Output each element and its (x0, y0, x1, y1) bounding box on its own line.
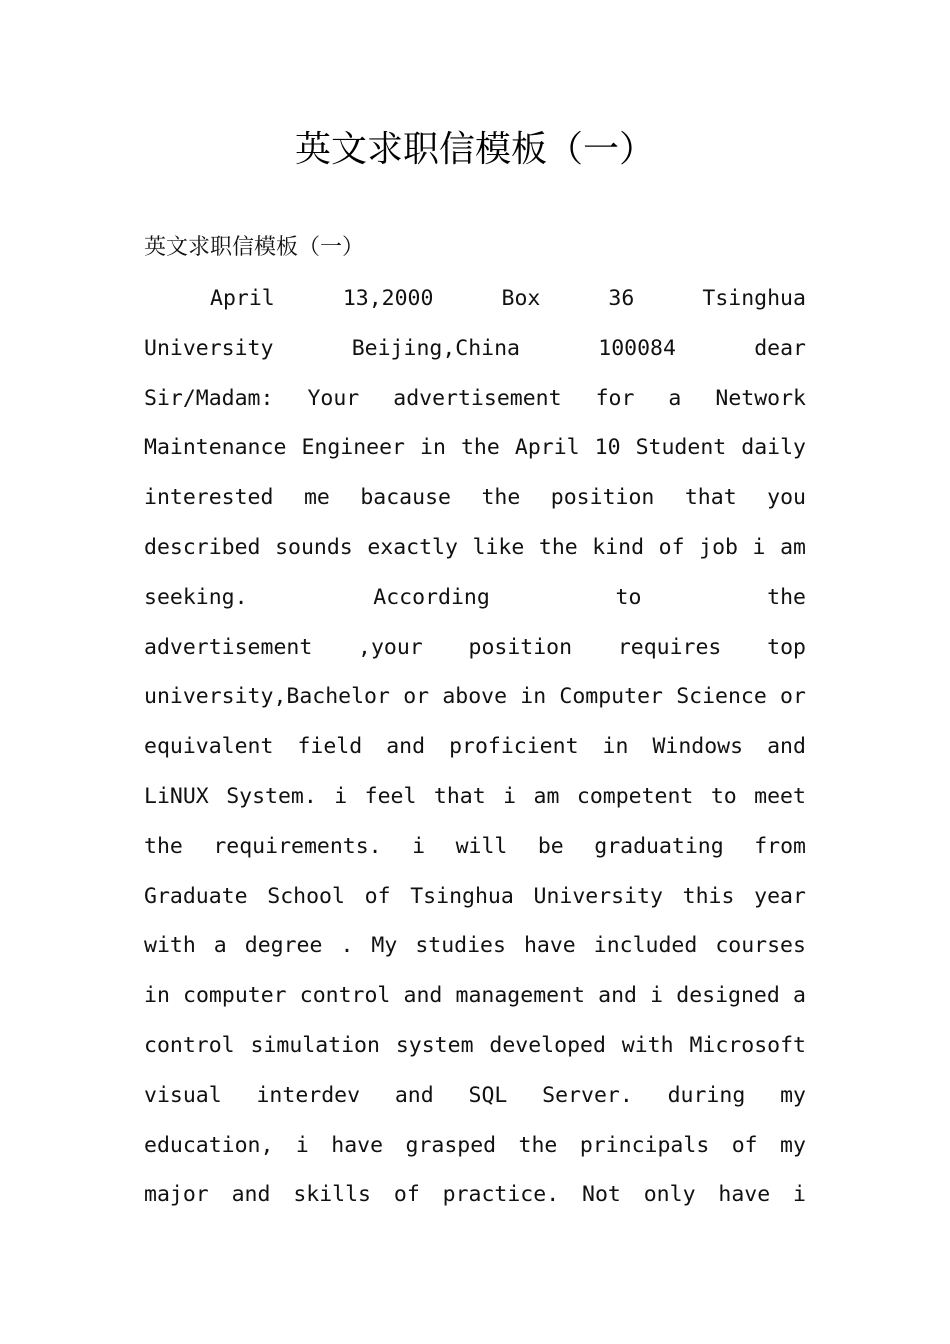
body-word: with (621, 1032, 674, 1058)
body-word: Your (307, 385, 360, 411)
body-word: Windows (652, 734, 744, 760)
body-word: position (468, 634, 573, 660)
body-word: to (710, 783, 737, 809)
body-line (144, 579, 806, 629)
body-line (144, 878, 806, 928)
body-word: advertisement (393, 385, 562, 411)
body-word: Box (501, 286, 541, 311)
body-word: Not (582, 1182, 621, 1208)
body-word: requirements. (213, 833, 382, 859)
document-title: 英文求职信模板（一） (294, 129, 655, 170)
body-word: 10 (594, 435, 621, 461)
body-word: Graduate (144, 883, 248, 909)
body-word: education, (144, 1132, 274, 1158)
body-word: from (754, 833, 806, 859)
body-word: bacause (360, 485, 451, 511)
body-word: that (684, 485, 737, 511)
body-word: in (520, 684, 547, 710)
body-word: 13,2000 (342, 286, 434, 311)
body-word: seeking. (144, 584, 248, 610)
body-word: and (386, 734, 426, 760)
body-word: a (213, 933, 227, 959)
body-word: Server. (542, 1082, 633, 1108)
body-word: me (303, 485, 330, 511)
body-word: studies (415, 933, 506, 959)
body-word: LiNUX (144, 783, 209, 809)
body-line (144, 728, 806, 778)
body-word: SQL (468, 1082, 508, 1108)
body-word: April (514, 435, 580, 461)
body-word: Student (635, 435, 727, 461)
body-word: my (780, 1132, 806, 1158)
body-word: you (767, 485, 806, 511)
body-word: requires (617, 634, 722, 660)
body-word: dear (754, 335, 806, 361)
body-word: Maintenance (144, 435, 287, 461)
body-line (144, 479, 806, 529)
body-word: this (682, 883, 735, 909)
body-word: i (295, 1132, 309, 1158)
body-word: feel (364, 783, 417, 809)
body-word: Engineer (301, 435, 405, 461)
body-word: or (403, 684, 430, 710)
body-word: i (793, 1182, 806, 1208)
body-word: Science (676, 684, 767, 710)
body-word: practice. (442, 1182, 560, 1208)
body-word: graduating (594, 833, 724, 859)
body-word: for (595, 385, 635, 411)
body-word: visual (144, 1082, 222, 1108)
body-word: 36 (608, 286, 635, 311)
body-word: will (455, 833, 508, 859)
body-word: i (412, 833, 426, 859)
body-line (144, 1077, 806, 1127)
body-word: am (533, 783, 560, 809)
body-word: proficient (449, 734, 579, 760)
body-word: the (518, 1132, 558, 1158)
body-word: 100084 (598, 335, 676, 361)
body-word: position (550, 485, 655, 511)
body-word: Computer (559, 684, 663, 710)
body-word: Tsinghua (702, 286, 806, 311)
body-word: like (472, 534, 525, 560)
document-subtitle: 英文求职信模板（一） (144, 235, 365, 260)
body-word: described (144, 534, 261, 560)
body-word: Network (715, 385, 806, 411)
body-word: have (523, 933, 576, 959)
body-word: year (754, 883, 806, 909)
body-line (144, 529, 806, 579)
body-word: Sir/Madam: (144, 385, 274, 411)
body-line (144, 1176, 806, 1226)
body-word: field (297, 734, 363, 760)
body-word: April (210, 286, 275, 311)
body-word: . (340, 933, 354, 959)
body-word: top (767, 634, 806, 660)
body-word: University (144, 335, 274, 361)
body-word: Microsoft (689, 1032, 806, 1058)
body-word: and (394, 1082, 434, 1108)
body-word: my (780, 1082, 806, 1108)
body-word: the (481, 485, 521, 511)
body-word: School (267, 883, 345, 909)
body-word: degree (244, 933, 323, 959)
body-word: have (331, 1132, 384, 1158)
body-line (144, 629, 806, 679)
body-word: grasped (405, 1132, 497, 1158)
body-word: the (460, 435, 500, 461)
body-word: management (455, 983, 585, 1009)
body-word: equivalent (144, 734, 274, 760)
body-word: i (650, 983, 664, 1009)
body-word: university,Bachelor (144, 684, 390, 710)
body-word: control (299, 983, 391, 1009)
body-word: of (731, 1132, 758, 1158)
body-line (144, 280, 806, 330)
body-word: have (718, 1182, 771, 1208)
body-word: of (393, 1182, 420, 1208)
body-word: during (667, 1082, 746, 1108)
body-word: computer (183, 983, 287, 1009)
body-word: to (615, 584, 642, 610)
letter-body (144, 280, 806, 1226)
body-word: designed (676, 983, 780, 1009)
body-word: daily (741, 435, 806, 461)
body-word: sounds (275, 534, 353, 560)
body-word: My (371, 933, 398, 959)
body-word: be (537, 833, 564, 859)
body-word: in (420, 435, 446, 461)
body-word: in (144, 983, 170, 1009)
body-word: that (433, 783, 486, 809)
body-word: am (780, 534, 806, 560)
body-word: system (395, 1032, 474, 1058)
body-line (144, 1027, 806, 1077)
body-word: in (602, 734, 629, 760)
body-line (144, 1127, 806, 1177)
body-line (144, 977, 806, 1027)
body-line (144, 828, 806, 878)
body-word: and (598, 983, 637, 1009)
body-word: included (593, 933, 698, 959)
body-word: Tsinghua (410, 883, 514, 909)
body-word: above (442, 684, 508, 710)
body-word: or (780, 684, 806, 710)
body-word: job (699, 534, 738, 560)
body-word: a (668, 385, 682, 411)
body-word: courses (715, 933, 806, 959)
body-word: interdev (256, 1082, 361, 1108)
body-word: developed (489, 1032, 606, 1058)
body-word: Beijing,China (351, 335, 520, 361)
body-word: University (533, 883, 663, 909)
body-word: i (752, 534, 766, 560)
body-word: simulation (250, 1032, 380, 1058)
body-word: competent (576, 783, 694, 809)
body-word: ,your (358, 634, 423, 660)
body-word: exactly (367, 534, 458, 560)
body-word: the (144, 833, 183, 859)
body-word: major (144, 1182, 209, 1208)
body-line (144, 778, 806, 828)
body-line (144, 429, 806, 479)
body-word: System. (226, 783, 317, 809)
body-word: and (231, 1182, 271, 1208)
body-line (144, 330, 806, 380)
body-word: kind (592, 534, 645, 560)
body-word: the (767, 584, 806, 610)
body-word: of (658, 534, 685, 560)
body-word: and (403, 983, 443, 1009)
body-word: According (373, 584, 490, 610)
body-word: i (334, 783, 348, 809)
body-word: a (792, 983, 806, 1009)
body-line (144, 927, 806, 977)
body-word: advertisement (144, 634, 313, 660)
body-line (144, 678, 806, 728)
body-line (144, 380, 806, 430)
body-word: interested (144, 485, 274, 511)
body-word: with (144, 933, 196, 959)
body-word: i (503, 783, 517, 809)
body-word: only (643, 1182, 696, 1208)
body-word: meet (754, 783, 806, 809)
body-word: the (538, 534, 578, 560)
body-word: and (767, 734, 806, 760)
body-word: control (144, 1032, 235, 1058)
body-word: principals (579, 1132, 710, 1158)
body-word: skills (293, 1182, 371, 1208)
body-word: of (364, 883, 391, 909)
